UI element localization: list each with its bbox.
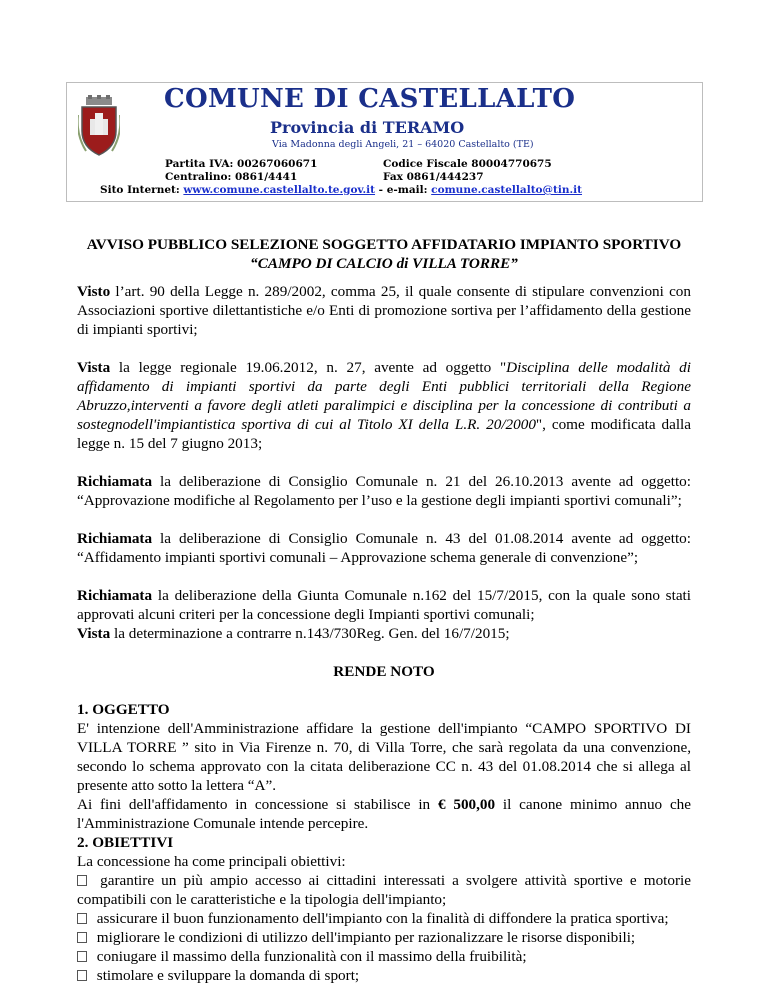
paragraph-determination: Vista la determinazione a contrarre n.143/730Reg. Gen. del 16/7/2015; [77, 625, 510, 642]
website-link[interactable]: www.comune.castellalto.te.gov.it [183, 184, 376, 196]
paragraph-visto-law: Visto l’art. 90 della Legge n. 289/2002, comma 25, il quale consente di stipulare convenzioni con Associazioni sportive dilettantistiche e/o Enti di promozione sortiva per l’affidamento della gestione di impianti sportivi; [77, 283, 691, 338]
list-item: stimolare e sviluppare la domanda di sport; [77, 966, 691, 985]
fax-number: Fax 0861/444237 [383, 171, 484, 183]
municipality-title: COMUNE DI CASTELLALTO [164, 84, 576, 114]
list-item: assicurare il buon funzionamento dell'impianto con la finalità di diffondere la pratica sportiva; [77, 909, 691, 928]
paragraph-vista-regional-law: Vista la legge regionale 19.06.2012, n. 27, avente ad oggetto "Disciplina delle modalità di affidamento di impianti sportivi da parte degli Enti pubblici territoriali della Regione Abruzzo,interventi a favore degli atleti paralimpici e disciplina per la concessione di contributi a sostegnodell'impiantistica sportiva di cui al Titolo XI della L.R. 20/2000", come modificata dalla legge n. 15 del 7 giugno 2013; [77, 359, 691, 452]
bullet-box-icon [77, 875, 87, 886]
rende-noto-heading: RENDE NOTO [333, 663, 435, 680]
section-1-text: E' intenzione dell'Amministrazione affidare la gestione dell'impianto “CAMPO SPORTIVO DI VILLA TORRE ” sito in Via Firenze n. 70, di Villa Torre, che sarà regolata da una convenzione, secondo lo schema approvato con la citata deliberazione CC n. 43 del 01.08.2014 che si allega al presente atto sotto la lettera “A”. Ai fini dell'affidamento in concessione si stabilisce in € 500,00 il canone minimo annuo che l'Amministrazione Comunale intende percepire. [77, 720, 692, 832]
vat-number: Partita IVA: 00267060671 [165, 158, 318, 170]
bullet-box-icon [77, 970, 87, 981]
paragraph-council-deliberation-43: Richiamata la deliberazione di Consiglio Comunale n. 43 del 01.08.2014 avente ad oggetto: “Affidamento impianti sportivi comunali – Approvazione schema generale di convenzione”; [77, 530, 691, 566]
phone-number: Centralino: 0861/4441 [165, 171, 298, 183]
paragraph-junta-deliberation: Richiamata la deliberazione della Giunta Comunale n.162 del 15/7/2015, con la quale sono stati approvati alcuni criteri per la concessione degli Impianti sportivi comunali; [77, 587, 691, 623]
bullet-box-icon [77, 951, 87, 962]
email-link[interactable]: comune.castellalto@tin.it [431, 184, 583, 196]
list-item: migliorare le condizioni di utilizzo dell'impianto per razionalizzare le risorse disponibili; [77, 928, 691, 947]
fiscal-code: Codice Fiscale 80004770675 [383, 158, 552, 170]
bullet-box-icon [77, 913, 87, 924]
bullet-box-icon [77, 932, 87, 943]
notice-title: AVVISO PUBBLICO SELEZIONE SOGGETTO AFFIDATARIO IMPIANTO SPORTIVO “CAMPO DI CALCIO di VILLA TORRE” [86, 236, 682, 272]
list-item: coniugare il massimo della funzionalità con il massimo della fruibilità; [77, 947, 691, 966]
coat-of-arms-icon [78, 95, 120, 157]
section-2-heading: 2. OBIETTIVI [77, 834, 174, 851]
province-name: Provincia di TERAMO [270, 118, 465, 137]
section-1-heading: 1. OGGETTO [77, 701, 170, 718]
municipality-address: Via Madonna degli Angeli, 21 – 64020 Castellalto (TE) [272, 139, 534, 150]
section-2-text: La concessione ha come principali obiettivi: garantire un più ampio accesso ai cittadini interessati a svolgere attività sportive e motorie compatibili con le caratteristiche e la tipologia dell'impianto; assicurare il buon funzionamento dell'impianto con la finalità di diffondere la pratica sportiva; migliorare le condizioni di utilizzo dell'impianto per razionalizzare le risorse disponibili; coniugare il massimo della funzionalità con il massimo della fruibilità; stimolare e sviluppare la domanda di sport; [77, 853, 691, 984]
list-item: garantire un più ampio accesso ai cittadini interessati a svolgere attività sportive e motorie compatibili con le caratteristiche e la tipologia dell'impianto; [77, 872, 691, 908]
contact-line: Sito Internet: www.comune.castellalto.te.gov.it - e-mail: comune.castellalto@tin.it [100, 184, 583, 196]
paragraph-council-deliberation-21: Richiamata la deliberazione di Consiglio Comunale n. 21 del 26.10.2013 avente ad oggetto: “Approvazione modifiche al Regolamento per l’uso e la gestione degli impianti sportivi comunali”; [77, 473, 691, 509]
